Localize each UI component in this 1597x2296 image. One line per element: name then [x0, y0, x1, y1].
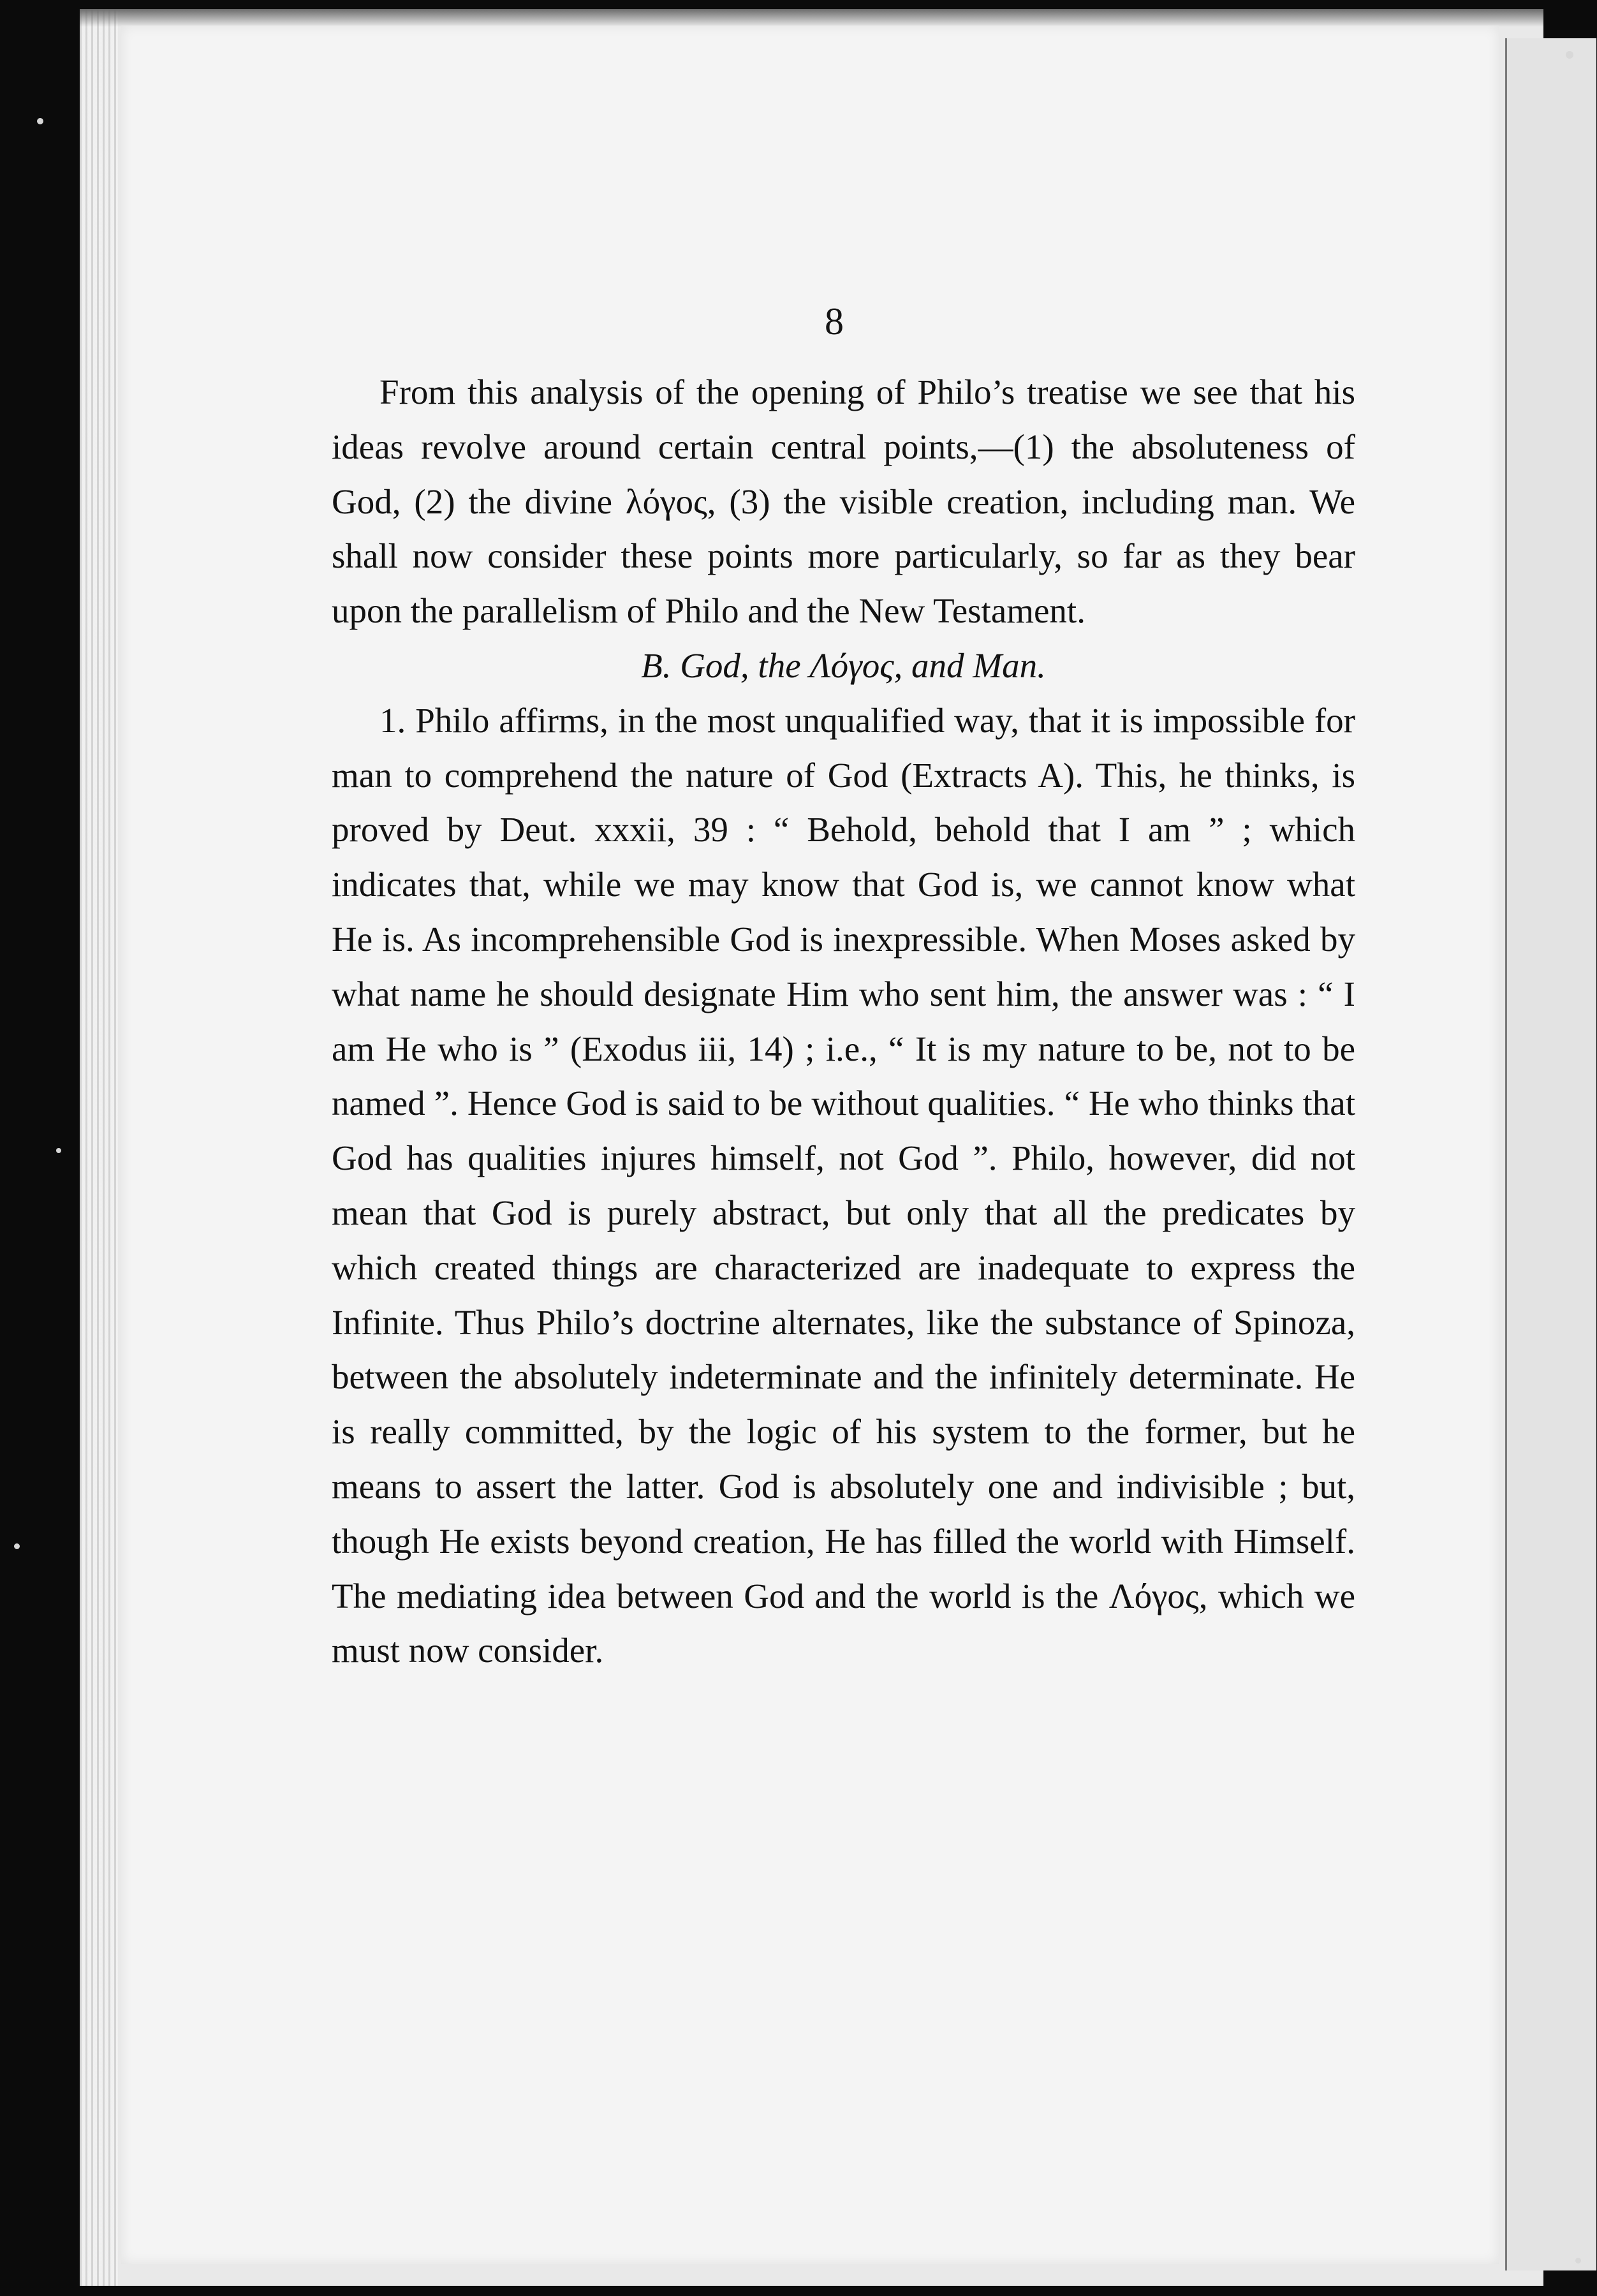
top-shadow [80, 9, 1543, 27]
section-heading: B. God, the Λόγος, and Man. [641, 645, 1046, 685]
scan-speck [14, 1543, 20, 1549]
intro-paragraph: From this analysis of the opening of Philo’s treatise we see that his ideas revolve around certain central points,—(1) the absoluteness of God, (2) the divine λόγος, (3) the visible creation, including man. We shall now consider these points more particularly, so far as they bear upon the parallelism of Philo and the New Testament. [332, 372, 1355, 631]
adjacent-page-edge [1505, 38, 1596, 2270]
scan-speck [1575, 2258, 1581, 2263]
page-edges [80, 9, 118, 2286]
scan-speck [37, 118, 43, 124]
scan-speck [56, 1148, 61, 1153]
paragraph-1: 1. Philo affirms, in the most unqualified way, that it is impossible for man to comprehend the nature of God (Extracts A). This, he thinks, is proved by Deut. xxxii, 39 : “ Behold, behold that I am ” ; which indicates that, while we may know that God is, we cannot know what He is. As incomprehensible God is inexpressible. When Moses asked by what name he should designate Him who sent him, the answer was : “ I am He who is ” (Exodus iii, 14) ; i.e., “ It is my nature to be, not to be named ”. Hence God is said to be without qualities. “ He who thinks that God has qualities injures himself, not God ”. Philo, however, did not mean that God is purely abstract, but only that all the predicates by which created things are characterized are inadequate to express the Infinite. Thus Philo’s doctrine alternates, like the substance of Spinoza, between the absolutely indeterminate and the infinitely determinate. He is really committed, by the logic of his system to the former, but he means to assert the latter. God is absolutely one and indivisible ; but, though He exists beyond creation, He has filled the world with Himself. The mediating idea between God and the world is the Λόγος, which we must now consider. [332, 700, 1355, 1670]
page-number: 8 [825, 300, 844, 342]
page-text-block [332, 365, 1355, 1678]
scan-speck [1566, 51, 1573, 59]
